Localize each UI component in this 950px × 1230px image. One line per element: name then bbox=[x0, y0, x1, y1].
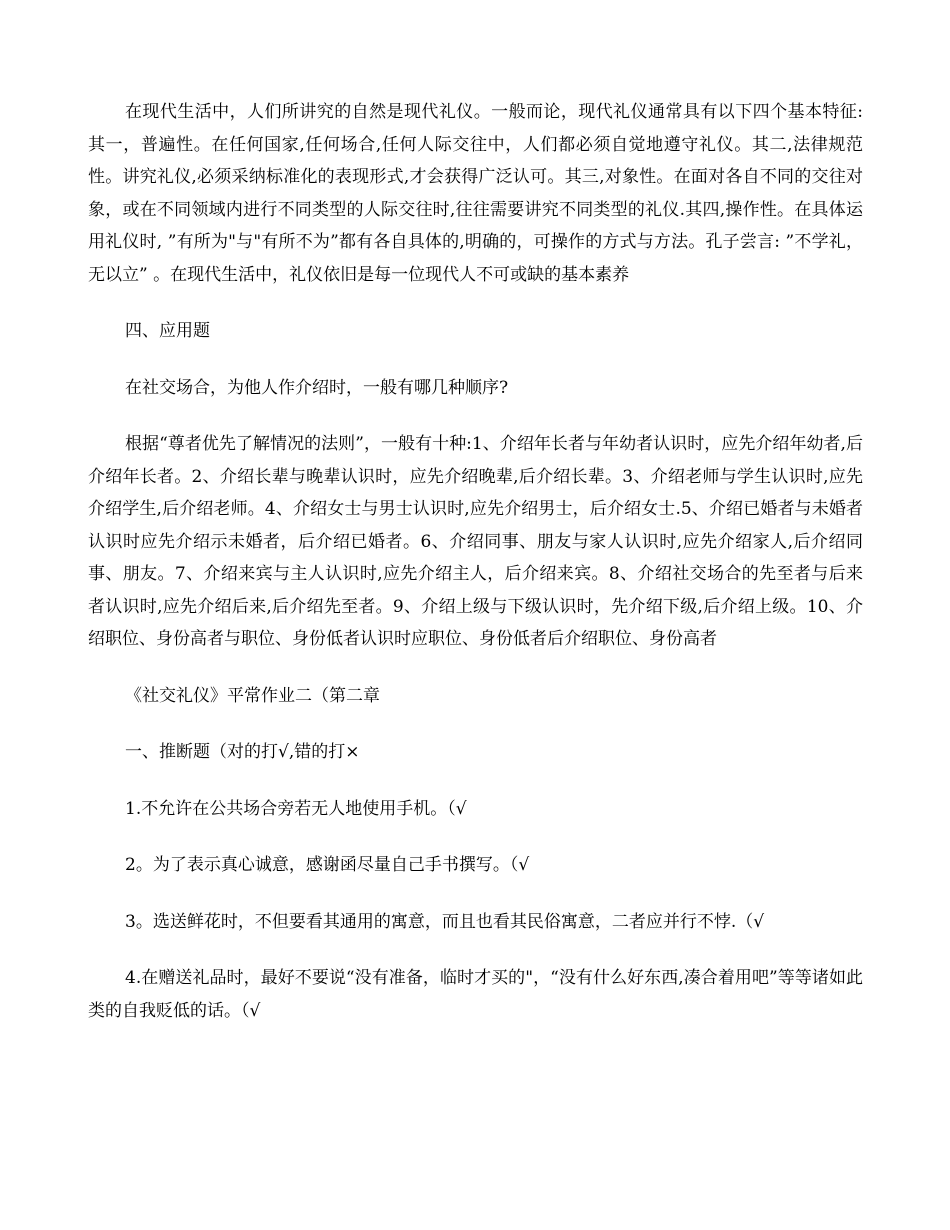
etiquette-features-paragraph: 在现代生活中，人们所讲究的自然是现代礼仪。一般而论，现代礼仪通常具有以下四个基本特征: 其一，普遍性。在任何国家,任何场合,任何人际交往中，人们都必须自觉地遵守礼仪。其二,法律规范性。讲究礼仪,必须采纳标准化的表现形式,才会获得广泛认可。其三,对象性。在面对各自不同的交往对象，或在不同领域内进行不同类型的人际交往时,往往需要讲究不同类型的礼仪.其四,操作性。在具体运用礼仪时, ”有所为"与"有所不为”都有各自具体的,明确的，可操作的方式与方法。孔子尝言: ”不学礼，无以立” 。在现代生活中，礼仪依旧是每一位现代人不可或缺的基本素养 bbox=[88, 102, 863, 285]
question-text: 在社交场合，为他人作介绍时，一般有哪几种顺序? bbox=[125, 377, 509, 398]
judgment-item-2: 2。为了表示真心诚意，感谢函尽量自己手书撰写。（√ bbox=[125, 855, 530, 875]
judgment-item-4: 4.在赠送礼品时，最好不要说“没有准备，临时才买的"，“没有什么好东西,凑合着用吧”等等诸如此类的自我贬低的话。（√ bbox=[88, 968, 863, 1021]
section-heading-application: 四、应用题 bbox=[125, 321, 210, 341]
answer-paragraph: 根据“尊者优先了解情况的法则”，一般有十种:1、介绍年长者与年幼者认识时，应先介绍年幼者,后介绍年长者。2、介绍长辈与晚辈认识时，应先介绍晚辈,后介绍长辈。3、介绍老师与学生认识时,应先介绍学生,后介绍老师。4、介绍女士与男士认识时,应先介绍男士，后介绍女士.5、介绍已婚者与未婚者认识时应先介绍示未婚者，后介绍已婚者。6、介绍同事、朋友与家人认识时,应先介绍家人,后介绍同事、朋友。7、介绍来宾与主人认识时,应先介绍主人，后介绍来宾。8、介绍社交场合的先至者与后来者认识时,应先介绍后来,后介绍先至者。9、介绍上级与下级认识时，先介绍下级,后介绍上级。10、介绍职位、身份高者与职位、身份低者认识时应职位、身份低者后介绍职位、身份高者 bbox=[88, 434, 863, 649]
assignment-title: 《社交礼仪》平常作业二（第二章 bbox=[125, 685, 380, 706]
document-body bbox=[88, 96, 863, 1027]
judgment-item-3: 3。选送鲜花时，不但要看其通用的寓意，而且也看其民俗寓意，二者应并行不悖.（√ bbox=[125, 911, 765, 932]
judgment-item-1: 1.不允许在公共场合旁若无人地使用手机。（√ bbox=[125, 798, 467, 819]
section-heading-judgment: 一、推断题（对的打√,错的打× bbox=[125, 742, 360, 762]
